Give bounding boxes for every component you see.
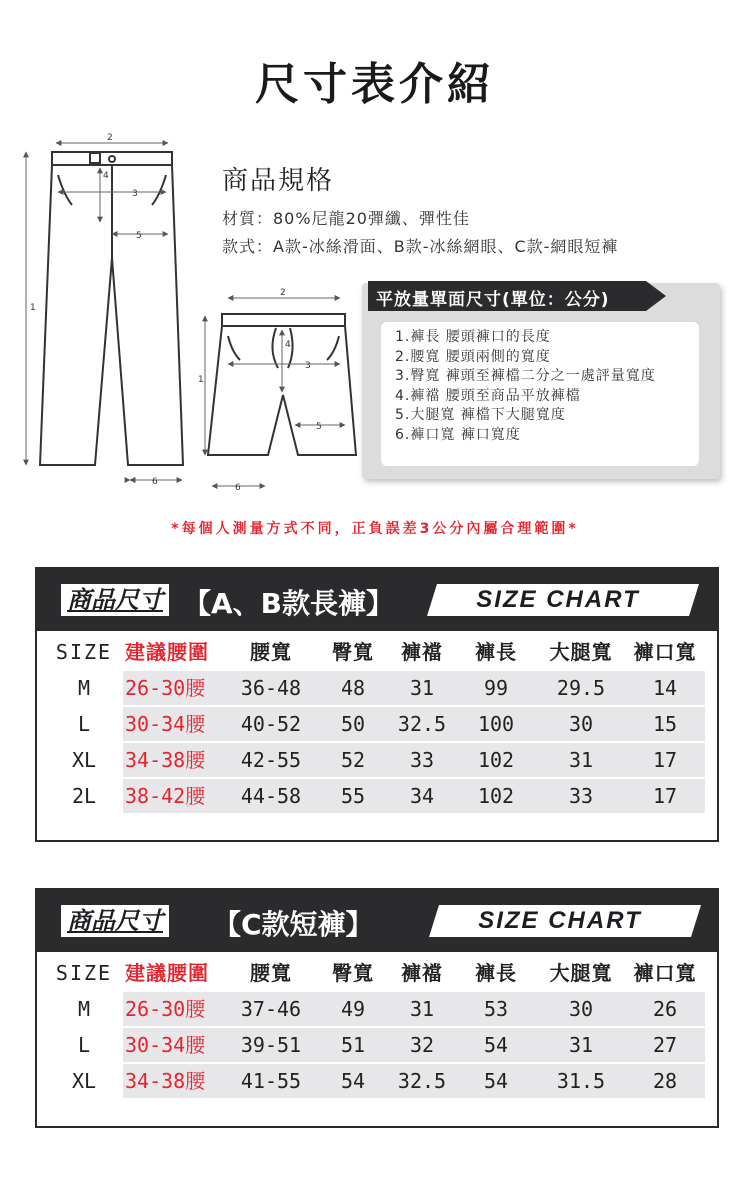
measure-item: 1.褲長 腰頭褲口的長度 <box>395 329 551 345</box>
table-cell: 32 <box>409 1033 435 1057</box>
long-label-4: 4 <box>103 171 109 181</box>
table-header-row <box>45 635 705 669</box>
table-cell: 41-55 <box>240 1069 302 1093</box>
long-label-3: 3 <box>132 189 138 199</box>
table-cell: 17 <box>652 784 678 808</box>
table-cell: 31 <box>409 997 435 1021</box>
table-row <box>45 1028 705 1062</box>
table-cell: 51 <box>340 1033 366 1057</box>
table-cell: 38-42腰 <box>125 784 206 808</box>
table-cell: 31 <box>568 748 594 772</box>
spec-heading: 商品規格 <box>222 166 335 196</box>
table-cell: 37-46 <box>240 997 302 1021</box>
measure-item: 3.臀寬 褲頭至褲檔二分之一處評量寬度 <box>395 368 656 384</box>
table-cell: 39-51 <box>240 1033 302 1057</box>
table-row <box>45 992 705 1026</box>
measure-list <box>381 322 699 466</box>
short-label-6: 6 <box>235 483 241 493</box>
column-header: 臀寬 <box>332 640 374 664</box>
table-cell: 48 <box>340 676 366 700</box>
column-header: 褲長 <box>475 640 517 664</box>
table-cell: 33 <box>409 748 435 772</box>
table-cell: 52 <box>340 748 366 772</box>
table-cell: 100 <box>477 712 515 736</box>
table-cell: 29.5 <box>556 676 606 700</box>
table-cell: 34-38腰 <box>125 1069 206 1093</box>
size-chart-shorts <box>35 888 719 1128</box>
table-cell: 28 <box>652 1069 678 1093</box>
table-cell: 30 <box>568 997 594 1021</box>
short-label-2: 2 <box>280 288 286 298</box>
size-cell: XL <box>71 1069 97 1093</box>
long-label-1: 1 <box>30 303 36 313</box>
table-cell: 15 <box>652 712 678 736</box>
size-chart-text: SIZE CHART <box>476 586 640 613</box>
short-label-3: 3 <box>305 361 311 371</box>
size-chart-text: SIZE CHART <box>478 907 642 934</box>
table-row <box>45 743 705 777</box>
table-cell: 32.5 <box>397 1069 447 1093</box>
table-cell: 55 <box>340 784 366 808</box>
short-label-1: 1 <box>198 375 204 385</box>
column-header: 褲襠 <box>401 640 443 664</box>
column-header: 臀寬 <box>332 961 374 985</box>
measure-item: 4.褲襠 腰頭至商品平放褲檔 <box>395 387 581 404</box>
table-cell: 31.5 <box>556 1069 606 1093</box>
chart-model: 【C款短褲】 <box>213 908 374 941</box>
size-cell: 2L <box>71 784 97 808</box>
table-cell: 36-48 <box>240 676 302 700</box>
long-pants-outline <box>40 152 183 465</box>
table-row <box>45 707 705 741</box>
size-chart-tag <box>427 584 699 616</box>
tolerance-note: *每個人測量方式不同，正負誤差3公分內屬合理範圍* <box>171 521 579 537</box>
column-header: 褲口寬 <box>633 640 697 664</box>
measure-item: 6.褲口寬 褲口寬度 <box>395 426 521 443</box>
table-cell: 44-58 <box>240 784 302 808</box>
column-header: 建議腰圍 <box>125 961 209 985</box>
measure-banner <box>368 281 668 311</box>
long-label-6: 6 <box>152 477 158 487</box>
table-cell: 54 <box>483 1069 509 1093</box>
chart-label: 商品尺寸 <box>61 905 169 937</box>
size-cell: L <box>77 712 91 736</box>
table-cell: 30-34腰 <box>125 712 206 736</box>
column-header: 腰寬 <box>250 640 292 664</box>
table-cell: 42-55 <box>240 748 302 772</box>
chart-header <box>37 569 717 631</box>
table-cell: 32.5 <box>397 712 447 736</box>
spec-material: 材質：80%尼龍20彈纖、彈性佳 <box>222 209 470 228</box>
table-row <box>45 1064 705 1098</box>
table-cell: 40-52 <box>240 712 302 736</box>
table-cell: 30-34腰 <box>125 1033 206 1057</box>
page-title: 尺寸表介紹 <box>255 59 495 110</box>
table-cell: 17 <box>652 748 678 772</box>
table-row <box>45 779 705 813</box>
short-label-5: 5 <box>316 422 322 432</box>
table-header-row <box>45 956 705 990</box>
size-cell: XL <box>71 748 97 772</box>
chart-label: 商品尺寸 <box>61 584 169 616</box>
column-header: 建議腰圍 <box>125 640 209 664</box>
column-header: 褲襠 <box>401 961 443 985</box>
table-cell: 102 <box>477 784 515 808</box>
column-header: 褲長 <box>475 961 517 985</box>
column-header: 大腿寬 <box>549 961 613 985</box>
table-cell: 34-38腰 <box>125 748 206 772</box>
size-cell: L <box>77 1033 91 1057</box>
chart-header <box>37 890 717 952</box>
table-cell: 14 <box>652 676 678 700</box>
short-label-4: 4 <box>285 340 291 350</box>
table-cell: 102 <box>477 748 515 772</box>
measure-item: 5.大腿寬 褲檔下大腿寬度 <box>395 407 566 423</box>
table-cell: 26-30腰 <box>125 997 206 1021</box>
table-cell: 26-30腰 <box>125 676 206 700</box>
spec-styles: 款式：A款-冰絲滑面、B款-冰絲網眼、C款-網眼短褲 <box>222 237 619 256</box>
long-label-2: 2 <box>107 133 113 143</box>
size-chart-tag <box>429 905 701 937</box>
chart-model: 【A、B款長褲】 <box>183 587 395 620</box>
table-cell: 53 <box>483 997 509 1021</box>
size-cell: M <box>77 676 91 700</box>
table-cell: 49 <box>340 997 366 1021</box>
measure-item: 2.腰寬 腰頭兩側的寬度 <box>395 348 551 365</box>
table-cell: 30 <box>568 712 594 736</box>
column-header: 大腿寬 <box>549 640 613 664</box>
column-header: SIZE <box>55 961 113 985</box>
long-label-5: 5 <box>136 231 142 241</box>
table-cell: 34 <box>409 784 435 808</box>
table-cell: 54 <box>340 1069 366 1093</box>
table-cell: 50 <box>340 712 366 736</box>
table-cell: 27 <box>652 1033 678 1057</box>
size-chart-long-pants <box>35 567 719 842</box>
column-header: SIZE <box>55 640 113 664</box>
measure-banner-text: 平放量單面尺寸(單位：公分) <box>376 290 610 310</box>
table-cell: 33 <box>568 784 594 808</box>
table-cell: 26 <box>652 997 678 1021</box>
table-cell: 31 <box>409 676 435 700</box>
column-header: 腰寬 <box>250 961 292 985</box>
table-cell: 99 <box>483 676 509 700</box>
table-cell: 54 <box>483 1033 509 1057</box>
column-header: 褲口寬 <box>633 961 697 985</box>
size-cell: M <box>77 997 91 1021</box>
table-cell: 31 <box>568 1033 594 1057</box>
table-row <box>45 671 705 705</box>
